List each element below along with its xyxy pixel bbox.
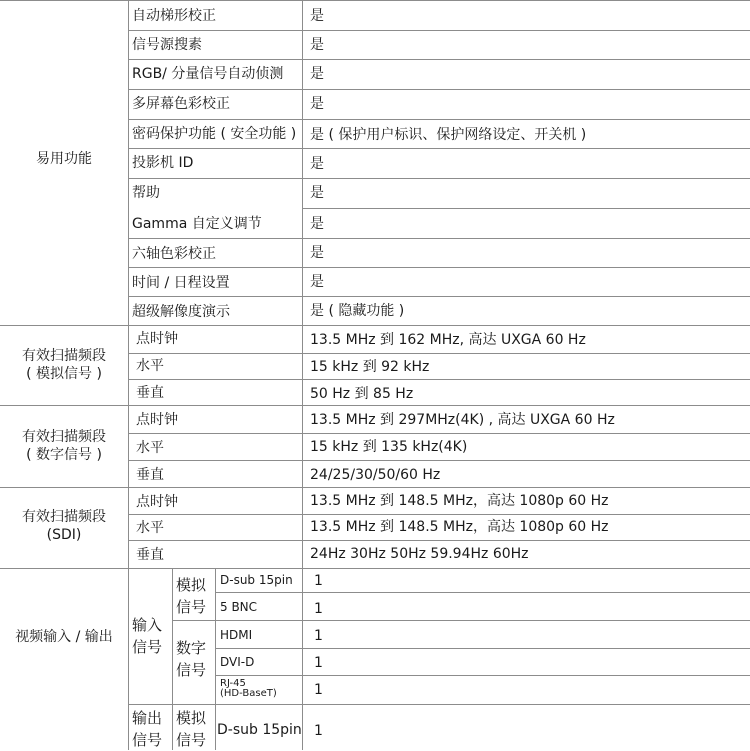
scan-param-value: 13.5 MHz 到 148.5 MHz，高达 1080p 60 Hz bbox=[310, 519, 609, 535]
analog-out-signal-label: 模拟 信号 bbox=[176, 709, 207, 749]
scan-param-name: 垂直 bbox=[136, 467, 164, 483]
out-port-name: D-sub 15pin bbox=[217, 722, 302, 738]
scan-param-value: 15 kHz 到 135 kHz(4K) bbox=[310, 439, 468, 455]
feature-value: 是 bbox=[310, 216, 324, 232]
feature-value: 是 bbox=[310, 96, 324, 112]
feature-name: 信号源搜素 bbox=[132, 37, 202, 53]
feature-value: 是 bbox=[310, 37, 324, 53]
scan-param-name: 垂直 bbox=[136, 385, 164, 401]
scan-param-name: 水平 bbox=[136, 440, 164, 456]
digital-signal-label: 数字 信号 bbox=[176, 639, 207, 679]
feature-value: 是 bbox=[310, 185, 324, 201]
feature-name: 自动梯形校正 bbox=[132, 8, 216, 24]
scan-param-name: 点时钟 bbox=[136, 494, 178, 510]
scan-param-value: 13.5 MHz 到 162 MHz, 高达 UXGA 60 Hz bbox=[310, 332, 586, 348]
port-name: HDMI bbox=[220, 628, 253, 642]
group-video-io: 视频输入 / 输出 bbox=[15, 629, 113, 645]
feature-value: 是 bbox=[310, 274, 324, 290]
scan-param-value: 24Hz 30Hz 50Hz 59.94Hz 60Hz bbox=[310, 546, 529, 562]
feature-value: 是 bbox=[310, 8, 324, 24]
feature-value: 是 bbox=[310, 156, 324, 172]
feature-name: 时间 / 日程设置 bbox=[132, 275, 230, 291]
scan-param-value: 50 Hz 到 85 Hz bbox=[310, 386, 414, 402]
port-count: 1 bbox=[314, 655, 323, 671]
port-count: 1 bbox=[314, 601, 323, 617]
feature-name: 超级解像度演示 bbox=[132, 304, 230, 320]
feature-name: 帮助 bbox=[132, 185, 160, 201]
group-scan-analog: 有效扫描频段 ( 模拟信号 ) bbox=[22, 348, 106, 382]
feature-name: 六轴色彩校正 bbox=[132, 246, 216, 262]
scan-param-name: 点时钟 bbox=[136, 331, 178, 347]
scan-param-value: 13.5 MHz 到 297MHz(4K) , 高达 UXGA 60 Hz bbox=[310, 412, 615, 428]
port-count: 1 bbox=[314, 573, 323, 589]
feature-name: 多屏幕色彩校正 bbox=[132, 96, 230, 112]
analog-signal-label: 模拟 信号 bbox=[176, 576, 207, 616]
input-signal-label: 输入 信号 bbox=[132, 616, 163, 656]
group-ease-of-use: 易用功能 bbox=[36, 151, 92, 167]
feature-value: 是 bbox=[310, 66, 324, 82]
scan-param-name: 点时钟 bbox=[136, 412, 178, 428]
output-signal-label: 输出 信号 bbox=[132, 709, 163, 749]
feature-name: Gamma 自定义调节 bbox=[132, 216, 262, 232]
port-count: 1 bbox=[314, 628, 323, 644]
out-port-count: 1 bbox=[314, 723, 323, 739]
group-scan-sdi: 有效扫描频段 (SDI) bbox=[22, 509, 106, 543]
scan-param-name: 垂直 bbox=[136, 547, 164, 563]
feature-value: 是 bbox=[310, 245, 324, 261]
group-scan-digital: 有效扫描频段 ( 数字信号 ) bbox=[22, 429, 106, 463]
scan-param-name: 水平 bbox=[136, 358, 164, 374]
feature-value: 是 ( 隐藏功能 ) bbox=[310, 303, 405, 319]
feature-name: 密码保护功能 ( 安全功能 ) bbox=[132, 126, 297, 142]
scan-param-name: 水平 bbox=[136, 520, 164, 536]
port-count: 1 bbox=[314, 682, 323, 698]
port-name: D-sub 15pin bbox=[220, 573, 293, 587]
feature-name: 投影机 ID bbox=[132, 155, 194, 171]
port-name: 5 BNC bbox=[220, 600, 258, 614]
scan-param-value: 13.5 MHz 到 148.5 MHz，高达 1080p 60 Hz bbox=[310, 493, 609, 509]
feature-name: RGB/ 分量信号自动侦测 bbox=[132, 66, 284, 82]
scan-param-value: 15 kHz 到 92 kHz bbox=[310, 359, 430, 375]
port-name: DVI-D bbox=[220, 655, 255, 669]
feature-value: 是 ( 保护用户标识、保护网络设定、开关机 ) bbox=[310, 127, 587, 143]
scan-param-value: 24/25/30/50/60 Hz bbox=[310, 467, 441, 483]
port-name: RJ-45 (HD-BaseT) bbox=[220, 678, 277, 699]
